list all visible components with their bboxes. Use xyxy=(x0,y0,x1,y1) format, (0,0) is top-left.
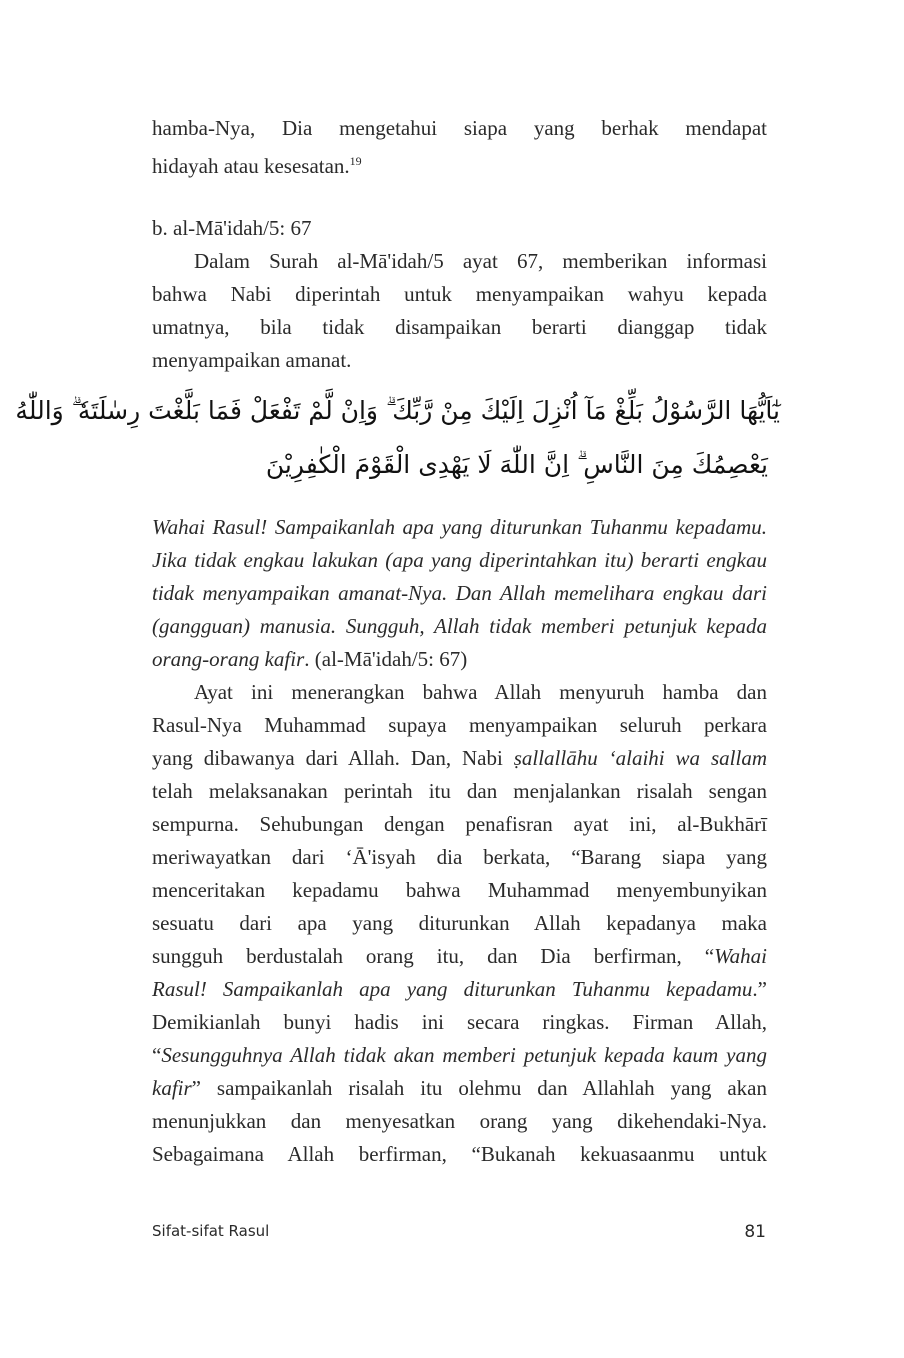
text-line xyxy=(152,344,767,377)
arabic-line: يٰٓاَيُّهَا الرَّسُوْلُ بَلِّغْ مَآ اُنْزِلَ اِلَيْكَ مِنْ رَّبِّكَ ۗ وَاِنْ لَّمْ تَفْعَلْ فَمَا بَلَّغْتَ رِسٰلَتَهٗ ۗ وَاللّٰهُ xyxy=(15,396,780,425)
text-segment: kafir xyxy=(152,1076,192,1100)
text-segment: ” sampaikanlah risalah itu olehmu dan Allahlah yang akan xyxy=(191,1076,767,1100)
text-segment: Jika tidak engkau lakukan (apa yang diperintahkan itu) berarti engkau xyxy=(152,548,767,572)
text-line xyxy=(152,1072,767,1105)
text-line xyxy=(152,940,767,973)
text-segment: b. al-Mā'idah/5: 67 xyxy=(152,216,312,240)
text-segment: Demikianlah bunyi hadis ini secara ringkas. Firman Allah, xyxy=(152,1010,767,1034)
text-line xyxy=(152,112,767,145)
text-line xyxy=(152,577,767,610)
text-segment: menyampaikan amanat. xyxy=(152,348,352,372)
text-segment: orang-orang kafir xyxy=(152,647,305,671)
text-segment: Dalam Surah al-Mā'idah/5 ayat 67, memberikan informasi xyxy=(194,249,767,273)
text-line xyxy=(152,841,767,874)
text-segment: sempurna. Sehubungan dengan penafisran ayat ini, al-Bukhārī xyxy=(152,812,767,836)
text-segment: ṣallallāhu ‘alaihi wa sallam xyxy=(513,746,767,770)
para-commentary xyxy=(152,676,767,1171)
text-segment: menunjukkan dan menyesatkan orang yang dikehendaki-Nya. xyxy=(152,1109,767,1133)
text-segment: Sesungguhnya Allah tidak akan memberi petunjuk kepada kaum yang xyxy=(161,1043,767,1067)
text-segment: sesuatu dari apa yang diturunkan Allah kepadanya maka xyxy=(152,911,767,935)
text-segment: . (al-Mā'idah/5: 67) xyxy=(304,647,468,671)
text-line xyxy=(152,1138,767,1171)
page-number: 81 xyxy=(744,1222,766,1242)
text-line xyxy=(152,511,767,544)
text-segment: bahwa Nabi diperintah untuk menyampaikan wahyu kepada xyxy=(152,282,767,306)
text-segment: tidak menyampaikan amanat-Nya. Dan Allah memelihara engkau dari xyxy=(152,581,767,605)
text-segment: Rasul! Sampaikanlah apa yang diturunkan Tuhanmu kepadamu xyxy=(152,977,753,1001)
text-segment: hamba-Nya, Dia mengetahui siapa yang berhak mendapat xyxy=(152,116,767,140)
text-segment: meriwayatkan dari ‘Ā'isyah dia berkata, “Barang siapa yang xyxy=(152,845,767,869)
text-segment: Wahai xyxy=(714,944,767,968)
quran-verse-arabic xyxy=(15,384,780,492)
text-line xyxy=(152,1006,767,1039)
text-segment: Rasul-Nya Muhammad supaya menyampaikan seluruh perkara xyxy=(152,713,767,737)
text-line xyxy=(152,874,767,907)
text-segment: menceritakan kepadamu bahwa Muhammad menyembunyikan xyxy=(152,878,767,902)
text-line xyxy=(152,643,767,676)
para-intro xyxy=(152,112,767,178)
text-line xyxy=(152,245,767,278)
text-line xyxy=(152,1039,767,1072)
text-line xyxy=(152,278,767,311)
arabic-line: يَعْصِمُكَ مِنَ النَّاسِ ۗ اِنَّ اللّٰهَ لَا يَهْدِى الْقَوْمَ الْكٰفِرِيْنَ xyxy=(265,450,768,479)
text-segment: hidayah atau kesesatan. xyxy=(152,154,350,178)
text-line xyxy=(152,311,767,344)
text-line xyxy=(152,212,767,245)
text-segment: Sebagaimana Allah berfirman, “Bukanah kekuasaanmu untuk xyxy=(152,1142,767,1166)
subheading xyxy=(152,212,767,245)
para-summary xyxy=(152,245,767,377)
text-line xyxy=(152,973,767,1006)
text-line xyxy=(152,610,767,643)
text-line xyxy=(152,775,767,808)
text-line xyxy=(152,544,767,577)
text-line xyxy=(152,907,767,940)
text-segment: yang dibawanya dari Allah. Dan, Nabi xyxy=(152,746,514,770)
text-segment: telah melaksanakan perintah itu dan menjalankan risalah sengan xyxy=(152,779,767,803)
text-segment: Ayat ini menerangkan bahwa Allah menyuruh hamba dan xyxy=(194,680,767,704)
text-segment: sungguh berdustalah orang itu, dan Dia berfirman, “ xyxy=(152,944,715,968)
text-line xyxy=(152,676,767,709)
text-segment: Wahai Rasul! Sampaikanlah apa yang diturunkan Tuhanmu kepadamu. xyxy=(152,515,767,539)
text-segment: (gangguan) manusia. Sungguh, Allah tidak memberi petunjuk kepada xyxy=(152,614,767,638)
footnote-ref: 19 xyxy=(349,154,362,168)
text-segment: umatnya, bila tidak disampaikan berarti dianggap tidak xyxy=(152,315,767,339)
text-line xyxy=(152,709,767,742)
text-line xyxy=(152,145,767,178)
translation xyxy=(152,511,767,676)
text-line xyxy=(152,742,767,775)
text-segment: .” xyxy=(752,977,767,1001)
text-line xyxy=(152,1105,767,1138)
running-footer-chapter: Sifat-sifat Rasul xyxy=(152,1222,270,1240)
text-segment: “ xyxy=(152,1043,162,1067)
text-line xyxy=(152,808,767,841)
